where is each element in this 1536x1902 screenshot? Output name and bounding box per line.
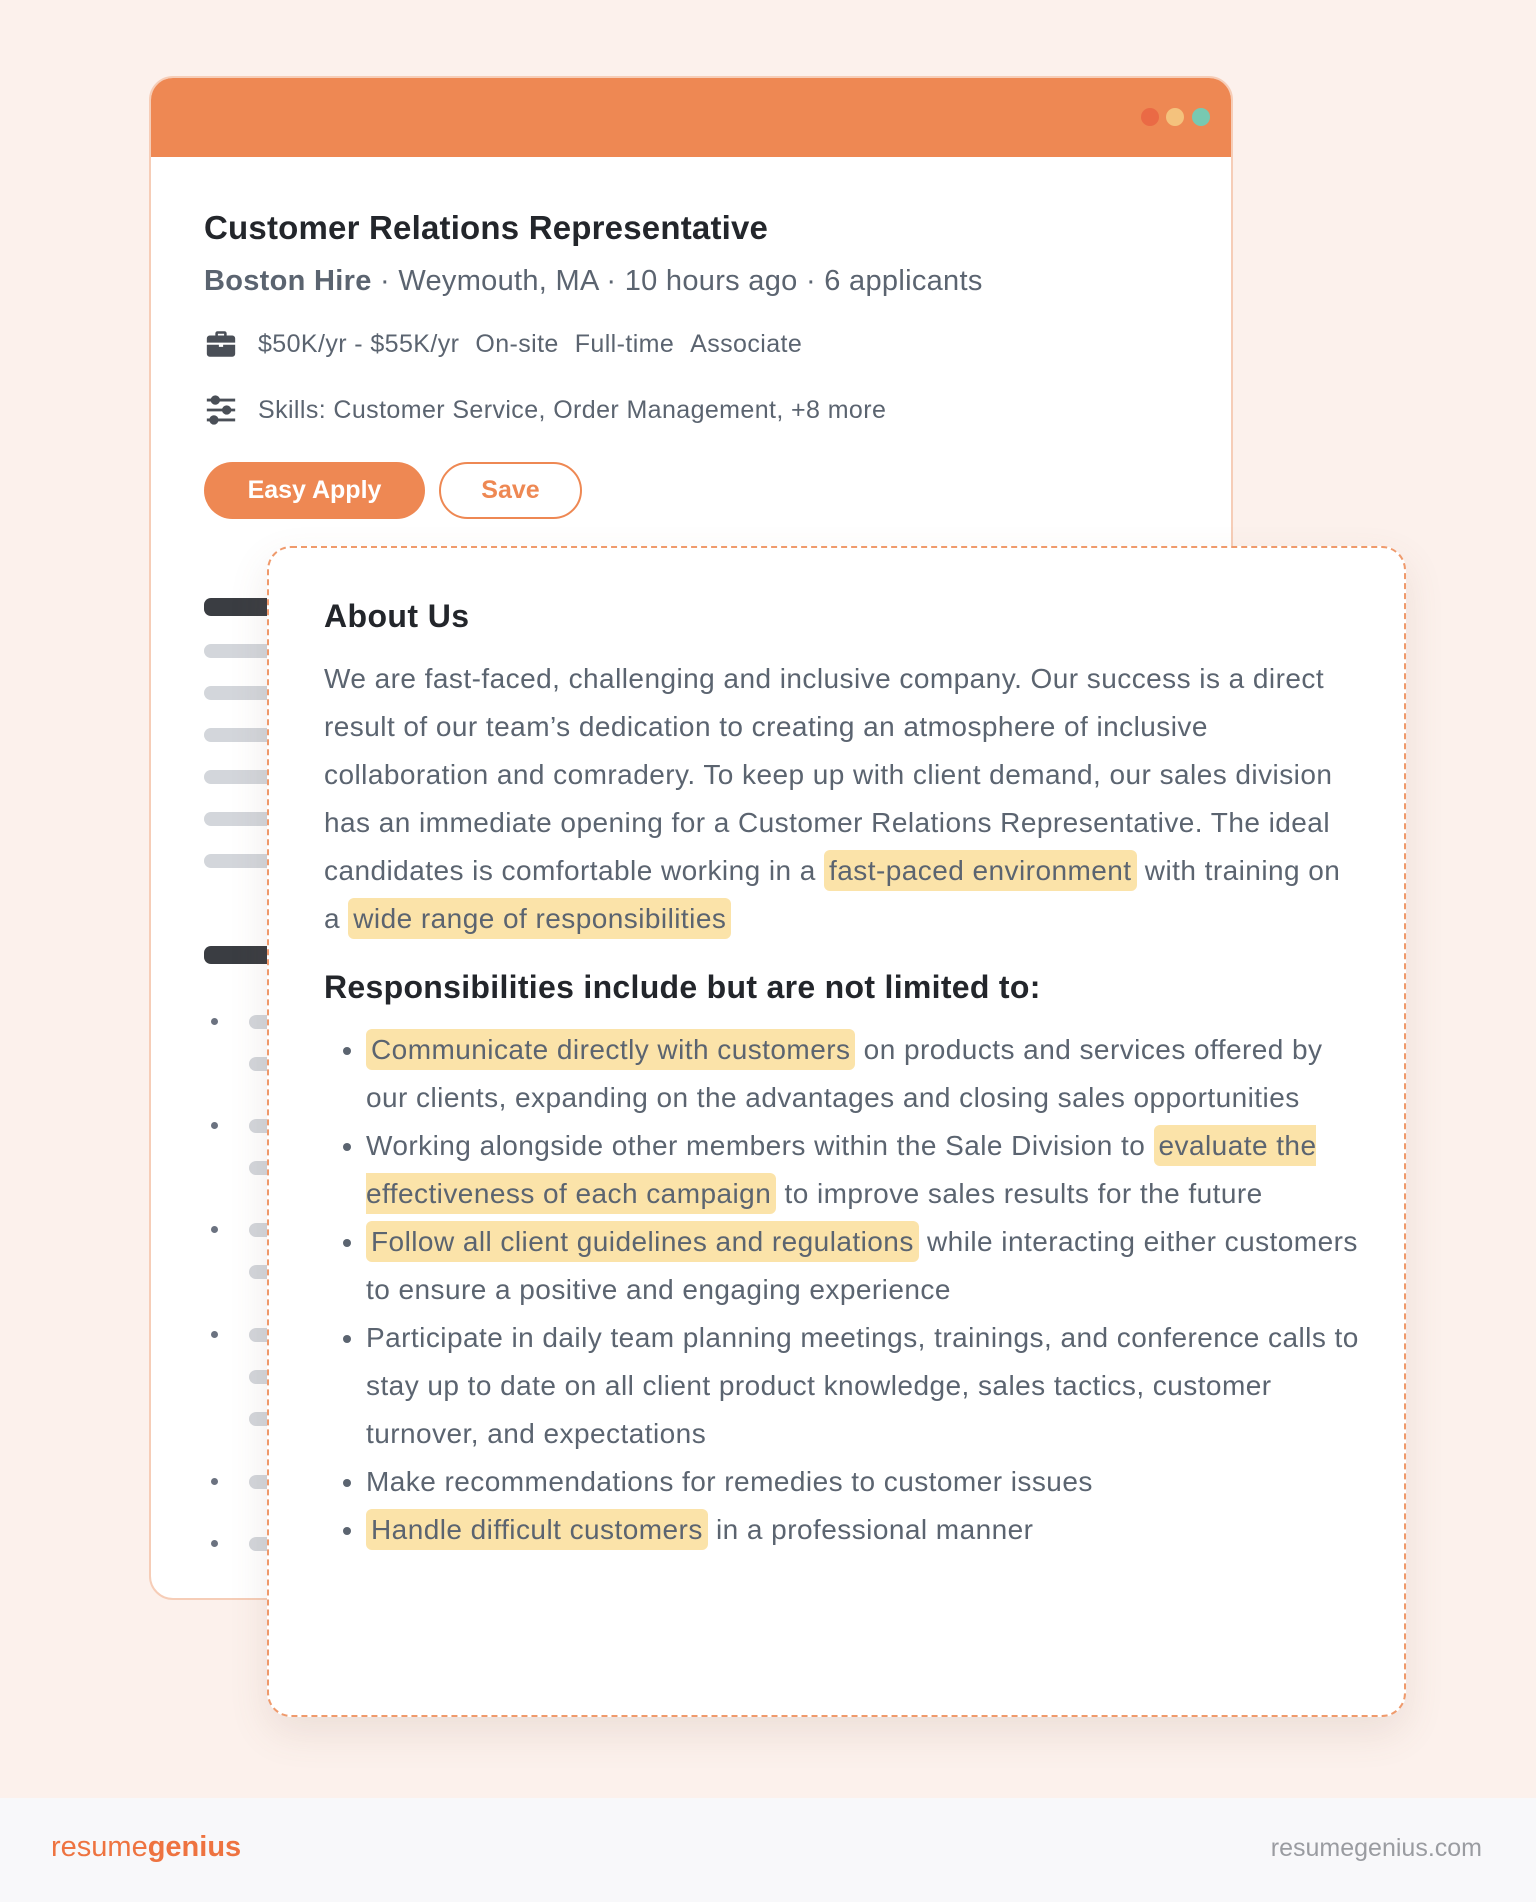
logo-text-light: resume: [51, 1831, 148, 1863]
salary: $50K/yr - $55K/yr: [258, 329, 460, 358]
window-dot-green: [1192, 108, 1210, 126]
briefcase-icon: [204, 327, 238, 361]
highlighted-phrase: Handle difficult customers: [366, 1509, 708, 1550]
text-segment: in a professional manner: [707, 1514, 1034, 1545]
bullet-dot: [211, 1018, 218, 1025]
window-titlebar: [151, 78, 1231, 157]
responsibility-item: [366, 1122, 1366, 1218]
bullet-dot: [211, 1122, 218, 1129]
bullet-dot: [211, 1478, 218, 1485]
site-url[interactable]: resumegenius.com: [1270, 1834, 1482, 1862]
text-segment: on products and services offered by our clients, expanding on the advantages and closing sales opportunities: [366, 1034, 1323, 1113]
bullet-dot: [211, 1540, 218, 1547]
text-segment: We are fast-faced, challenging and inclusive company. Our success is a direct result of our team’s dedication to creating an atmosphere of inclusive collaboration and comradery. To keep up with client demand, our sales division has an immediate opening for a Customer Relations Representative. The ideal candidates is comfortable working in a: [324, 663, 1333, 886]
job-description-zoom-card: [267, 546, 1406, 1717]
responsibility-item: [366, 1314, 1366, 1458]
company-name[interactable]: Boston Hire: [204, 265, 372, 297]
save-button[interactable]: Save: [439, 462, 582, 519]
about-text: [324, 655, 1364, 943]
responsibility-item: [366, 1458, 1366, 1506]
footer: [0, 1798, 1536, 1902]
employment-type: Full-time: [574, 329, 675, 358]
job-subtitle: [204, 265, 1231, 298]
text-segment: Participate in daily team planning meetings, trainings, and conference calls to stay up to date on all client product knowledge, sales tactics, customer turnover, and expectations: [366, 1322, 1359, 1449]
text-segment: to improve sales results for the future: [776, 1178, 1263, 1209]
bullet-dot: [211, 1226, 218, 1233]
job-title: Customer Relations Representative: [204, 209, 769, 246]
text-segment: while interacting either customers to ensure a positive and engaging experience: [366, 1226, 1358, 1305]
highlighted-phrase: evaluate the effectiveness of each campaign: [366, 1125, 1316, 1214]
text-segment: Make recommendations for remedies to customer issues: [366, 1466, 1093, 1497]
responsibilities-list: [324, 1026, 1366, 1554]
sliders-icon: [204, 393, 238, 427]
responsibility-item: [366, 1506, 1366, 1554]
highlighted-phrase: Follow all client guidelines and regulations: [366, 1221, 919, 1262]
responsibility-item: [366, 1026, 1366, 1122]
highlighted-phrase: fast-paced environment: [824, 850, 1137, 891]
window-dot-yellow: [1166, 108, 1184, 126]
highlighted-phrase: wide range of responsibilities: [348, 898, 731, 939]
experience-level: Associate: [690, 329, 803, 358]
responsibilities-heading: Responsibilities include but are not limited to:: [324, 969, 1041, 1005]
responsibility-item: [366, 1218, 1366, 1314]
bullet-dot: [211, 1331, 218, 1338]
skills-text[interactable]: Skills: Customer Service, Order Management, +8 more: [258, 395, 887, 424]
workplace-type: On-site: [475, 329, 559, 358]
job-details: · Weymouth, MA · 10 hours ago · 6 applicants: [371, 265, 983, 297]
easy-apply-button[interactable]: Easy Apply: [204, 462, 425, 519]
about-heading: About Us: [324, 598, 470, 634]
text-segment: with training on a: [324, 855, 1341, 934]
logo-text-bold: genius: [147, 1831, 242, 1863]
window-dot-red: [1141, 108, 1159, 126]
job-meta-row: [204, 324, 1231, 364]
skills-row: [204, 390, 1231, 430]
resumegenius-logo[interactable]: [51, 1831, 241, 1864]
highlighted-phrase: Communicate directly with customers: [366, 1029, 855, 1070]
text-segment: Working alongside other members within the Sale Division to: [366, 1130, 1154, 1161]
